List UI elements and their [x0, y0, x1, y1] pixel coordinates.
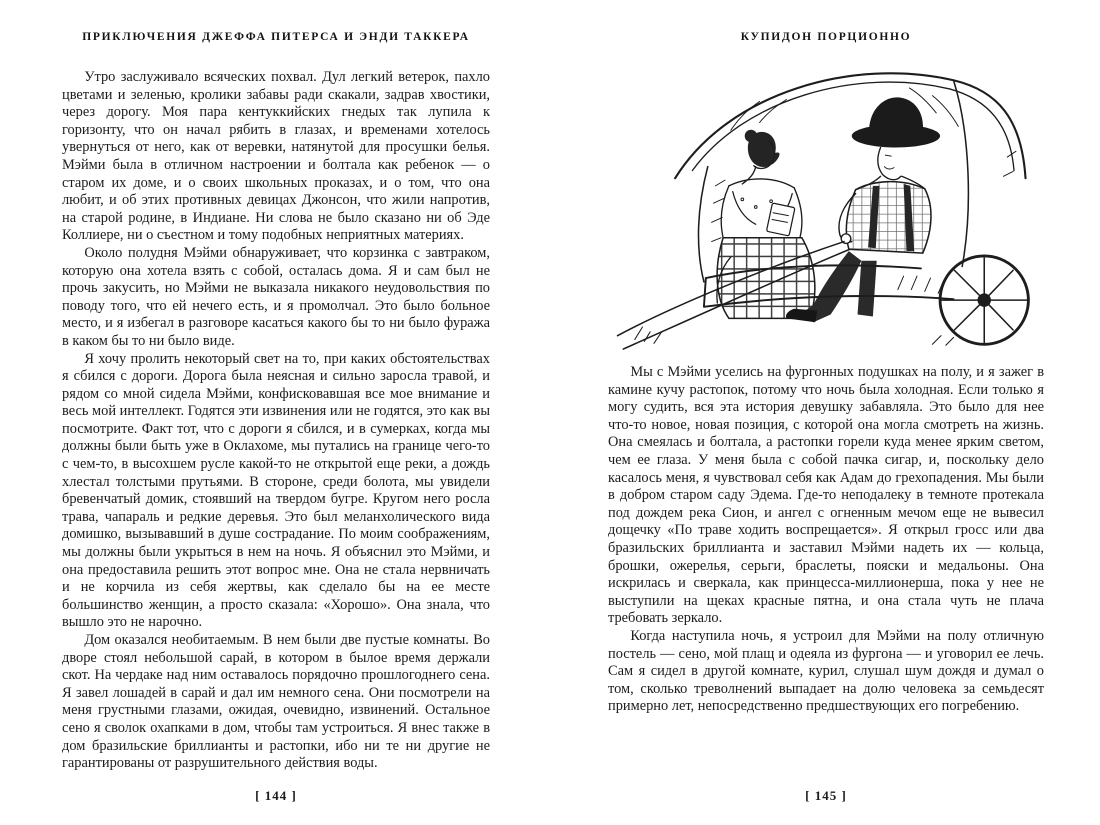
right-running-head: КУПИДОН ПОРЦИОННО	[740, 31, 912, 43]
woman-figure	[717, 130, 815, 319]
paragraph: Я хочу пролить некоторый свет на то, при каких обстоятельствах я сбился с дороги. Дорога была неясная и сильно заросла травой, и рядом со мной сидела Мэйми, конфисковавшая все мое внимание и весь мой интеллект. Годятся эти извинения или не годятся, это как вы посмотрите. Факт тот, что с дороги я сбился, и в сумерках, когда мы должны были быть уже в Оклахоме, мы путались на границе чего-то с чем-то, в высохшем русле какой-то не открытой еще реки, а дождь хлестал толстыми прутьями. В стороне, среди болота, мы увидели бревенчатый домик, стоявший на твердом бугре. Кругом него росла трава, чапараль и редкие деревья. Это был меланхолического вида домишко, вызывавший в душе сострадание. По моим соображениям, мы должны были укрыться в нем на ночь. Я объяснил это Мэйми, и она предоставила решить этот вопрос мне. Она не стала нервничать и не корчила из себя жертвы, как сделало бы на ее месте большинство женщин, а просто сказала: «Хорошо». Она знала, что вышло это не нарочно.	[62, 350, 490, 631]
wagon-illustration	[612, 63, 1032, 351]
grass-strokes	[635, 327, 954, 345]
left-page-number: [ 144 ]	[255, 788, 297, 803]
paragraph: Мы с Мэйми уселись на фургонных подушках на полу, и я зажег в камине кучу растопок, потому что ночь была холодная. Если только я могу судить, вся эта история девушку забавляла. Это было для нее что-то новое, новая позиция, с которой она могла смотреть на жизнь. Она смеялась и болтала, а растопки горели куда менее ярким светом, чем ее глаза. У меня была с собой пачка сигар, и, поскольку дело касалось меня, я чувствовал себя как Адам до грехопадения. Мы были в добром старом саду Эдема. Где-то неподалеку в темноте протекала под дождем река Сион, и ангел с огненным мечом еще не вывесил дощечку «По траве ходить воспрещается». Я открыл гросс или два бразильских бриллианта и заставил Мэйми надеть их — кольца, брошки, ожерелья, серьги, браслеты, пояски и медальоны. Она искрилась и сверкала, как принцесса-миллионерша, пока у нее не выступили на щеках красные пятна, и она стала чуть не плача требовать зеркало.	[608, 364, 1044, 627]
paragraph: Утро заслуживало всяческих похвал. Дул легкий ветерок, пахло цветами и зеленью, кролики забавы ради скакали, задрав хвостики, через дорогу. Моя пара кентуккийских гнедых так лупила к горизонту, что он начал рябить в глазах, и временами хотелось увернуться от него, как от веревки, натянутой для просушки белья. Мэйми была в отличном настроении и болтала как ребенок — о старом их доме, и о своих школьных проказах, и о том, что она любит, и об этих противных девицах Джонсон, что жили напротив, на старой родине, в Индиане. Ни слова не было сказано ни об Эде Коллиере, ни о съестном и тому подобных неприятных материях.	[62, 69, 490, 244]
left-page	[62, 0, 490, 825]
right-page-number: [ 145 ]	[805, 788, 847, 803]
wagon-illustration-svg	[612, 63, 1032, 351]
left-page-body	[62, 69, 490, 773]
right-page-body	[608, 364, 1044, 716]
paragraph: Около полудня Мэйми обнаруживает, что корзинка с завтраком, которую она хотела взять с собой, осталась дома. Я и сам был не прочь закусить, но Мэйми не выказала никакого неудовольствия по поводу того, что ей нечего есть, и я промолчал. Это было больное место, и я избегал в разговоре касаться какого бы то ни было фуража в каком бы то ни было виде.	[62, 244, 490, 349]
right-page	[608, 0, 1044, 825]
paragraph: Когда наступила ночь, я устроил для Мэйми на полу отличную постель — сено, мой плащ и одеяла из фургона — и уговорил ее лечь. Сам я сидел в другой комнате, курил, слушал шум дождя и думал о том, сколько треволнений выпадает на долю человека за семьдесят примерно лет, непосредственно предшествующих его погребению.	[608, 627, 1044, 715]
paragraph: Дом оказался необитаемым. В нем были две пустые комнаты. Во дворе стоял небольшой сарай, в котором в былое время держали скот. На чердаке над ним оставалось порядочно прошлогоднего сена. Я завел лошадей в сарай и дал им немного сена. Они посмотрели на меня грустными глазами, ожидая, очевидно, извинений. Остальное сено я сволок охапками в дом, чтобы там устроиться. Я внес также в дом бразильские бриллианты и растопки, ибо ни те ни другие не гарантированы от разрушительного действия воды.	[62, 632, 490, 772]
left-running-head: ПРИКЛЮЧЕНИЯ ДЖЕФФА ПИТЕРСА И ЭНДИ ТАККЕРА	[82, 31, 470, 43]
